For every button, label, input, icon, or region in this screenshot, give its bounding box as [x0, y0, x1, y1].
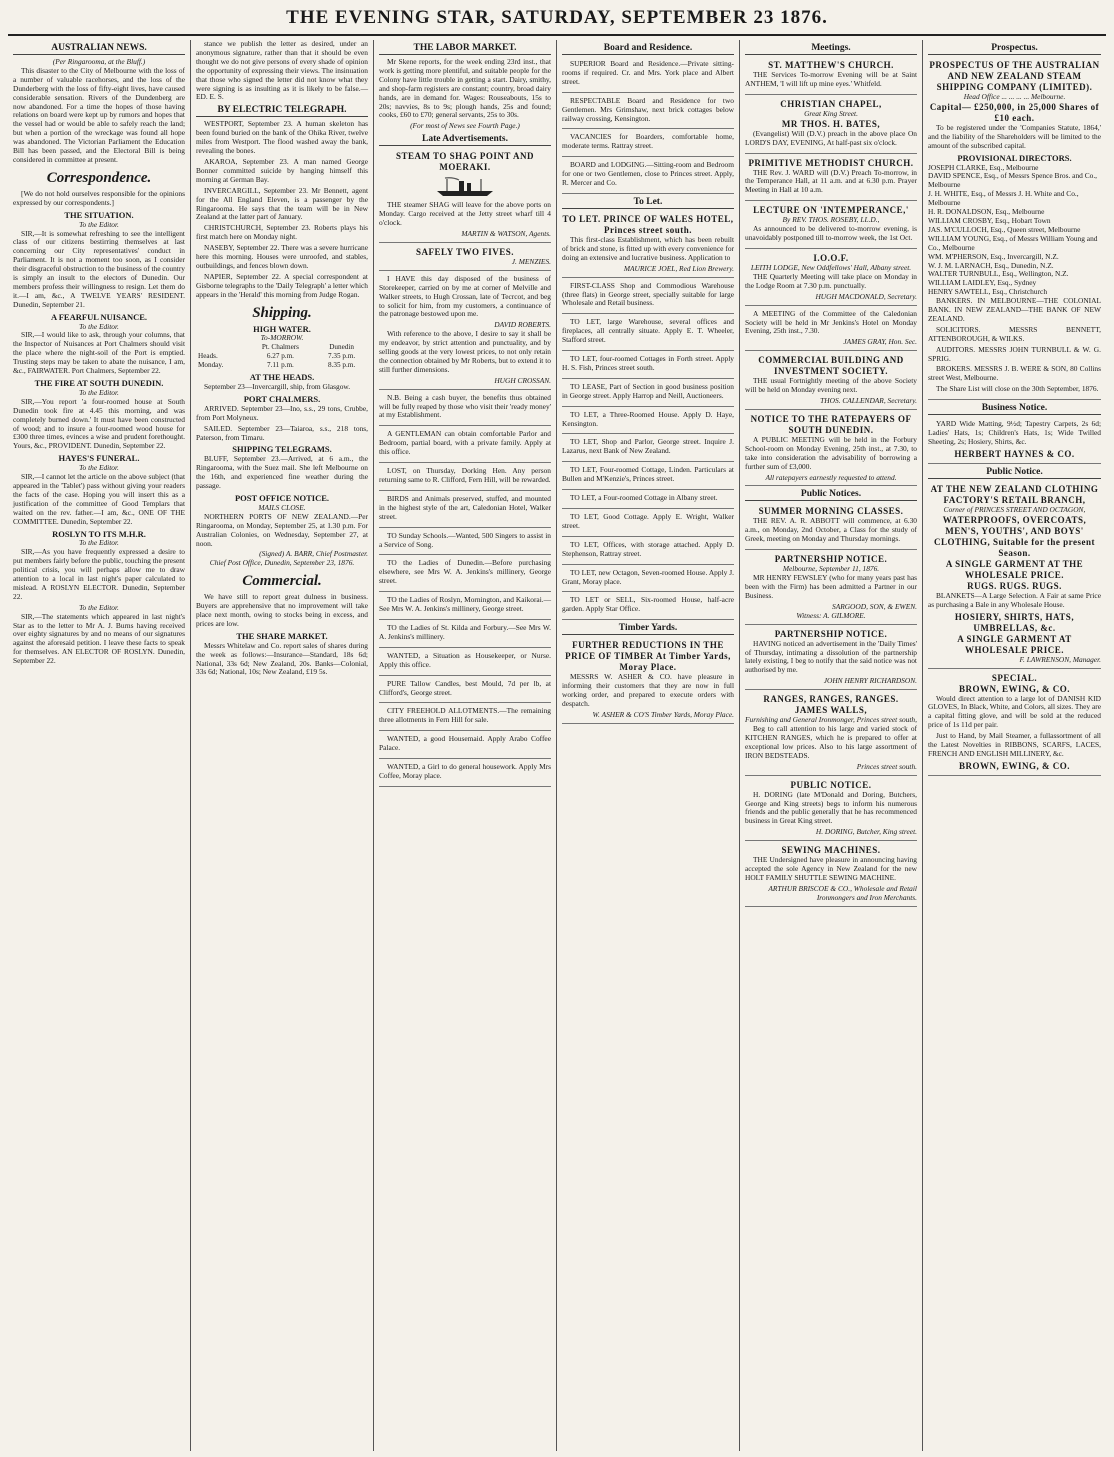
other-page-note: (For most of News see Fourth Page.)	[410, 121, 520, 131]
timber-ad-head: FURTHER REDUCTIONS IN THE PRICE OF TIMBER At Timber Yards, Moray Place.	[565, 640, 731, 673]
classified-ad	[379, 428, 551, 463]
classified-text: N.B. Being a cash buyer, the benefits thus obtained will be fully reaped by those who visit their 'ready money' at my Establishment.	[379, 392, 551, 420]
correspondence-title: Correspondence.	[46, 169, 152, 186]
prospectus-section-title: Prospectus.	[928, 42, 1101, 55]
table-cell: 7.35 p.m.	[328, 352, 356, 361]
table-header: Pt. Chalmers	[261, 343, 299, 352]
butcher-notice	[745, 778, 917, 842]
fire-to: To the Editor.	[79, 387, 119, 397]
special-sig: BROWN, EWING, & CO.	[958, 760, 1070, 771]
column-6	[923, 40, 1106, 1451]
table-row	[196, 352, 368, 361]
commercial-text: We have still to report great dulness in business. Buyers are apprehensive that no improvement will take place next month, owing to stocks being in excess, and prices are low.	[196, 592, 368, 628]
post-office-text: NORTHERN PORTS OF NEW ZEALAND.—Per Ringarooma, on Monday, September 25, at 1.30 p.m. For Australian Colonies, on Wednesday, September 27, at noon.	[196, 511, 368, 548]
telegraph-item: WESTPORT, September 23. A human skeleton has been found buried on the bank of the Ohika River, twelve miles from Westport. The flood washed away the bank, revealing the bones.	[196, 119, 368, 156]
director-item: JAS. M'CULLOCH, Esq., Queen street, Melbourne	[928, 224, 1081, 234]
to-let-ad	[562, 381, 734, 407]
columns	[8, 40, 1106, 1451]
prospectus-text: To be registered under the 'Companies Statute, 1864,' and the liability of the Shareholders will be limited to the amount of the subscribed capital.	[928, 122, 1101, 150]
clothing-sub: Corner of PRINCES STREET AND OCTAGON,	[943, 504, 1086, 514]
ranges-name: JAMES WALLS,	[794, 705, 868, 716]
clothing-sig: F. LAWRENSON, Manager.	[1019, 654, 1101, 664]
to-let-ad	[562, 353, 734, 379]
building-society-text: THE usual Fortnightly meeting of the above Society will be held on Monday evening next.	[745, 376, 917, 395]
roslyn-body: SIR,—As you have frequently expressed a desire to put members fairly before the public, touching the present political crisis, you will perhaps allow me to draw attention to a local in last night's paper calculated to mislead. A ROSLYN ELECTOR. Dunedin, September 22.	[13, 547, 185, 601]
ranges-title: RANGES, RANGES, RANGES.	[763, 694, 899, 705]
caledonian-notice	[745, 308, 917, 352]
chapel-notice-name: MR THOS. H. BATES,	[781, 118, 881, 129]
shipping-title: Shipping.	[252, 304, 312, 321]
safes-ad-sig: J. MENZIES.	[511, 256, 551, 266]
oddfellows-notice-sig: HUGH MACDONALD, Secretary.	[815, 291, 917, 301]
funeral-title: HAYES'S FUNERAL.	[58, 453, 140, 464]
clothing-line: BLANKETS—A Large Selection. A Fair at same Price as purchasing a Bale in any Wholesale House.	[928, 590, 1101, 609]
post-office-subtitle: MAILS CLOSE.	[258, 502, 306, 512]
methodist-notice-title: PRIMITIVE METHODIST CHURCH.	[748, 157, 914, 168]
drapery-text: YARD Wide Matting, 9½d; Tapestry Carpets, 2s 6d; Ladies' Hats, 1s; Children's Hats, 1s; Wide Twilled Sheeting, 2s; Hosiery, Shirts, &c.	[928, 419, 1101, 446]
table-header	[196, 343, 246, 352]
nuisance-title: A FEARFUL NUISANCE.	[50, 311, 148, 322]
column-4	[557, 40, 740, 1451]
lecture-notice-by: By REV. THOS. ROSEBY, LL.D.,	[782, 215, 880, 225]
post-office-title: POST OFFICE NOTICE.	[234, 492, 330, 503]
ratepayers-text: A PUBLIC MEETING will be held in the Forbury School-room on Monday Evening, 25th inst., at 7.30, to take into consideration the advisability of borrowing a further sum of £3,000.	[745, 434, 917, 471]
ratepayers-note: All ratepayers earnestly requested to attend.	[765, 472, 897, 482]
business-transfer-text2: With reference to the above, I desire to say it shall be my endeavor, by strict attention and punctuality, and by selling goods at the very lowest prices, to not only retain the connection obtained by Mr Roberts, but to extend it to still further dimensions.	[379, 329, 551, 374]
timber-ad	[562, 638, 734, 724]
lecture-notice-text: As announced to be delivered to-morrow evening, is unavoidably postponed till to-morrow week, the 1st Oct.	[745, 224, 917, 243]
chapel-notice-text: (Evangelist) Will (D.V.) preach in the above place On LORD'S DAY, EVENING, At half-past six o'clock.	[745, 128, 917, 147]
telegraph-item: CHRISTCHURCH, September 23. Roberts plays his first match here on Monday night.	[196, 223, 368, 242]
partnership2-notice	[745, 627, 917, 691]
director-item: WILLIAM LAIDLEY, Esq., Sydney	[928, 278, 1037, 288]
classified-ad	[379, 530, 551, 556]
column-2	[191, 40, 374, 1451]
oddfellows-notice	[745, 251, 917, 306]
director-item: W. J. M. LARNACH, Esq., Dunedin, N.Z.	[928, 260, 1054, 270]
prospectus-closing: The Share List will close on the 30th September, 1876.	[936, 384, 1099, 394]
classified-text: TO the Ladies of St. Kilda and Forbury.—See Mrs W. A. Jenkins's millinery.	[379, 622, 551, 641]
director-item: WALTER TURNBULL, Esq., Wellington, N.Z.	[928, 269, 1069, 279]
classified-ad	[379, 705, 551, 731]
director-item: HENRY SAWTELL, Esq., Christchurch	[928, 287, 1048, 297]
to-let-ad	[562, 492, 734, 509]
director-item: H. R. DONALDSON, Esq., Melbourne	[928, 207, 1045, 217]
building-society-title: COMMERCIAL BUILDING AND INVESTMENT SOCIETY.	[758, 355, 904, 377]
business-transfer-sig2: HUGH CROSSAN.	[494, 375, 551, 385]
post-office-date: Chief Post Office, Dunedin, September 23, 1876.	[209, 558, 355, 568]
director-item: DAVID SPENCE, Esq., of Messrs Spence Bros. and Co., Melbourne	[928, 171, 1098, 190]
board-ad	[562, 58, 734, 93]
labor-market-title: THE LABOR MARKET.	[379, 42, 551, 55]
clothing-line: HOSIERY, SHIRTS, HATS, UMBRELLAS, &c.	[954, 611, 1075, 633]
to-let-text: TO LET, a Four-roomed Cottage in Albany street.	[570, 493, 718, 503]
to-let-ad	[562, 511, 734, 537]
to-let-text: FIRST-CLASS Shop and Commodious Warehouse (three flats) in George street, specially suitable for large Wholesale and Retail business.	[562, 280, 734, 308]
shipping-telegrams-title: SHIPPING TELEGRAMS.	[232, 444, 332, 455]
heads-text: September 23—Invercargill, ship, from Glasgow.	[204, 382, 351, 391]
clothing-line: A SINGLE GARMENT AT WHOLESALE PRICE.	[957, 633, 1072, 655]
situation-to: To the Editor.	[79, 219, 119, 229]
to-let-text: TO LET, four-roomed Cottages in Forth street. Apply H. S. Fish, Princes street south.	[562, 354, 734, 372]
australian-news-body: This disaster to the City of Melbourne with the loss of a number of valuable racehorses, and the loss of the Dunderberg with the loss of fifty-eight lives, have caused considerable sensation. Rivers of the Dundenberg are now abandoned. For a time the hopes of those having relations on board were kept up by rumors and hopes that the vessel had or would be able to safely reach the land; but when a portion of the wreckage was found all hope was abandoned. The Victorian Parliament the Education Bill has been passed, and the Electoral Bill is being considered in committee at present.	[13, 65, 185, 164]
classified-text: PURE Tallow Candles, best Mould, 7d per lb, at Clifford's, George street.	[379, 678, 551, 697]
column-3	[374, 40, 557, 1451]
table-header: Dunedin	[329, 343, 354, 352]
to-let-ad	[562, 464, 734, 490]
late-ads-title: Late Advertisements.	[379, 133, 551, 146]
partnership-title: PARTNERSHIP NOTICE.	[774, 554, 888, 565]
butcher-sig: H. DORING, Butcher, King street.	[815, 827, 917, 837]
roslyn2-body: SIR,—The statements which appeared in last night's Star as to the letter to Mr A. J. Burns having received over eighty signatures by and no means of our signatures against the aforesaid petition. I leave these facts to speak for themselves. AN ELECTOR OF ROSLYN. Dunedin, September 22.	[13, 611, 185, 666]
board-ad	[562, 95, 734, 130]
table-cell: 6.27 p.m.	[266, 352, 294, 361]
summer-classes-title: SUMMER MORNING CLASSES.	[758, 506, 904, 517]
telegraph-item: AKAROA, September 23. A man named George Bonner committed suicide by hanging himself this morning at German Bay.	[196, 156, 368, 184]
summer-classes-text: THE REV. A. R. ABBOTT will commence, at 6.30 a.m., on Monday, 2nd October, a Class for the study of Greek, meeting on Monday and Thursday mornings.	[745, 516, 917, 544]
classified-text: WANTED, a Situation as Housekeeper, or Nurse. Apply this office.	[379, 650, 551, 669]
oddfellows-notice-title: I.O.O.F.	[813, 252, 849, 263]
high-water-title: HIGH WATER.	[253, 323, 311, 334]
classified-text: TO Sunday Schools.—Wanted, 500 Singers to assist in a Service of Song.	[379, 530, 551, 549]
labor-market-text: Mr Skene reports, for the week ending 23rd inst., that work is getting more plentiful, and suitable people for the Colony have little trouble in getting a start. Dairy, smithy, and shop-farm registers are constant; country, broad dairy hands, are in demand for. Wages: Rouseabouts, 15s to 20s; navvies, 8s to 9s; plough hands, 25s and found; cooks, £60 to £70; general servants, 25s to 30s.	[379, 57, 551, 120]
director-item: J. H. WHITE, Esq., of Messrs J. H. White and Co., Melbourne	[928, 189, 1079, 208]
port-title: PORT CHALMERS.	[243, 393, 321, 404]
directors-title: PROVISIONAL DIRECTORS.	[957, 152, 1072, 163]
summer-classes-notice	[745, 504, 917, 550]
fire-title: THE FIRE AT SOUTH DUNEDIN.	[34, 378, 164, 388]
classified-ad	[379, 594, 551, 620]
to-let-text: TO LET, large Warehouse, several offices and fireplaces, all centrally situate. Apply E. T. Wheeler, Stafford street.	[562, 317, 734, 345]
business-transfer-sig: DAVID ROBERTS.	[494, 320, 551, 330]
classified-ad	[379, 761, 551, 787]
business-notice-title: Business Notice.	[928, 402, 1101, 415]
share-market-text: Messrs Whitelaw and Co. report sales of shares during the week as follows:—Insurance—Standard, 18s 6d; National, 33s 6d; New Zealand, 20s. Banks—Colonial, 33s 6d; National, 10s; New Zealand, £19 5s.	[196, 640, 368, 677]
clothing-items: WATERPROOFS, OVERCOATS, MEN'S, YOUTHS', AND BOYS' CLOTHING, Suitable for the present Season.	[934, 514, 1095, 558]
australian-news-byline: (Per Ringarooma, at the Bluff.)	[52, 57, 146, 66]
sewing-ad	[745, 843, 917, 907]
telegraph-item: NAPIER, September 22. A special correspondent at Gisborne telegraphs to the 'Daily Telegraph' a letter which appears in the 'Herald' this morning from Judge Rogan.	[196, 271, 368, 299]
board-ad	[562, 131, 734, 157]
special-name: BROWN, EWING, & CO.	[958, 683, 1070, 694]
tomorrow-label: To-MORROW.	[260, 333, 304, 343]
australian-news-title: AUSTRALIAN NEWS.	[13, 42, 185, 55]
prospectus-head: PROSPECTUS OF THE AUSTRALIAN AND NEW ZEALAND STEAM SHIPPING COMPANY (LIMITED).	[929, 60, 1100, 92]
drapery-ad	[928, 418, 1101, 464]
to-let-text: TO LET or SELL, Six-roomed House, half-acre garden. Apply Star Office.	[562, 595, 734, 614]
church-notice	[745, 58, 917, 95]
classified-ad	[379, 622, 551, 648]
sailed-text: SAILED. September 23—Taiaroa, s.s., 218 tons, Paterson, from Timaru.	[196, 423, 368, 442]
classified-text: WANTED, a Girl to do general housework. Apply Mrs Coffee, Moray place.	[379, 762, 551, 780]
to-let-ad	[562, 594, 734, 620]
hotel-ad-title: TO LET. PRINCE OF WALES HOTEL, Princes street south.	[562, 213, 734, 235]
classified-text: WANTED, a good Housemaid. Apply Arabo Coffee Palace.	[379, 734, 551, 753]
director-item: WILLIAM YOUNG, Esq., of Messrs William Young and Co., Melbourne	[928, 233, 1098, 252]
partnership-text: MR HENRY FEWSLEY (who for many years past has been with the Firm) has been admitted a Partner in our Business.	[745, 573, 917, 600]
share-market-title: THE SHARE MARKET.	[236, 630, 328, 641]
to-let-text: TO LET, Shop and Parlor, George street. Inquire J. Lazarus, next Bank of New Zealand.	[562, 437, 734, 456]
to-let-ad	[562, 280, 734, 315]
prospectus-brokers: BROKERS. MESSRS J. B. WERE & SON, 80 Collins street West, Melbourne.	[928, 364, 1101, 383]
arrived-text: ARRIVED. September 23—Ino, s.s., 29 tons, Crubbe, from Port Molyneux.	[196, 403, 368, 422]
to-let-ad	[562, 539, 734, 565]
ratepayers-notice	[745, 412, 917, 487]
caledonian-notice-sig: JAMES GRAY, Hon. Sec.	[843, 337, 917, 347]
to-let-text: TO LET, Good Cottage. Apply E. Wright, Walker street.	[562, 512, 734, 530]
director-item: JOSEPH CLARKE, Esq., Melbourne	[928, 162, 1039, 172]
safes-ad-title: SAFELY TWO FIVES.	[416, 246, 514, 257]
roslyn-title: ROSLYN TO ITS M.H.R.	[52, 528, 146, 539]
oddfellows-notice-text: THE Quarterly Meeting will take place on Monday in the Lodge Room at 7.30 p.m. punctually.	[745, 271, 917, 290]
steamer-ad-title: STEAM TO SHAG POINT AND MOERAKI.	[395, 151, 535, 173]
steamer-ad	[379, 149, 551, 243]
ranges-ad	[745, 692, 917, 775]
post-office-sig: (Signed) A. BARR, Chief Postmaster.	[259, 549, 368, 559]
timber-ad-text: MESSRS W. ASHER & CO. have pleasure in informing their customers that they are now in full working order, and prepared to execute orders with despatch.	[562, 672, 734, 708]
high-water-table	[196, 343, 368, 370]
nuisance-to: To the Editor.	[79, 321, 119, 331]
classified-text: TO the Ladies of Dunedin.—Before purchasing elsewhere, see Mrs W. A. Jenkins's millinery, George street.	[379, 558, 551, 586]
column-1	[8, 40, 191, 1451]
caledonian-notice-text: A MEETING of the Committee of the Caledonian Society will be held in Mr Jenkins's Hotel on Monday Evening, 25th inst., 7.30.	[745, 308, 917, 336]
director-item: WM. M'PHERSON, Esq., Invercargill, N.Z.	[928, 251, 1059, 261]
partnership-notice	[745, 552, 917, 624]
telegraph-item: NASEBY, September 22. There was a severe hurricane here this morning. Houses were unroofed, and stables, outbuildings, and fences blown down.	[196, 243, 368, 270]
commercial-title: Commercial.	[242, 573, 322, 590]
column-5	[740, 40, 923, 1451]
to-let-text: TO LET, a Three-Roomed House. Apply D. Haye, Kensington.	[562, 409, 734, 428]
public-notices-title: Public Notices.	[745, 488, 917, 501]
prospectus-capital: Capital— £250,000, in 25,000 Shares of £10 each.	[929, 101, 1100, 123]
ranges-text: Beg to call attention to his large and varied stock of KITCHEN RANGES, which he is prepared to offer at exceptional low prices. Also to his large assortment of IRON BEDSTEADS.	[745, 724, 917, 760]
board-ad	[562, 159, 734, 194]
steamship-icon	[433, 176, 497, 198]
church-notice-text: THE Services To-morrow Evening will be at Saint ANTHEM, 'I will lift up mine eyes.' Whitfeld.	[745, 70, 917, 88]
chapel-notice	[745, 97, 917, 154]
to-let-ad	[562, 436, 734, 462]
fire-body: SIR,—You report 'a four-roomed house at South Dunedin took fire at 4.45 this morning, and was completely burned down.' It must have been constructed of wood; and to insure a four-roomed wood house for £300 three times, evinces a wise and prudent forethought. Yours, &c., PROVIDENT. Dunedin, September 22.	[13, 396, 185, 451]
to-let-text: TO LET, Offices, with storage attached. Apply D. Stephenson, Rattray street.	[562, 539, 734, 558]
letter-continuation: stance we publish the letter as desired, under an anonymous signature, rather than that it should be even thought we do not give persons of every shade of opinion the opportunity of expressing their views. The insinuation that those who signed the letter did not know what they were signing is as insulting as it is likely to be false.—ED. E. S.	[196, 40, 368, 102]
business-transfer-text: I HAVE this day disposed of the business of Storekeeper, carried on by me at corner of Melville and Walker streets, to Hugh Crossan, late of Tecrcot, and beg to solicit for him, from my customers, a continuance of the patronage bestowed upon me.	[379, 273, 551, 319]
building-society-sig: THOS. CALLENDAR, Secretary.	[820, 396, 917, 406]
heads-title: AT THE HEADS.	[249, 372, 315, 383]
clothing-ad	[928, 482, 1101, 669]
classified-ad	[379, 678, 551, 704]
lecture-notice-title: LECTURE ON 'INTEMPERANCE,'	[753, 205, 909, 216]
board-ad-text: RESPECTABLE Board and Residence for two Gentlemen. Mrs Grimshaw, next brick cottages below railway crossing, Kensington.	[562, 95, 734, 123]
shipping-telegrams-text: BLUFF, September 23.—Arrived, at 6 a.m., the Ringarooma, with the Suez mail. She left Melbourne on the 16th, and experienced fine weather during the passage.	[196, 454, 368, 491]
classified-ad	[379, 557, 551, 592]
partnership2-title: PARTNERSHIP NOTICE.	[774, 628, 888, 639]
methodist-notice-text: THE Rev. J. WARD will (D.V.) Preach To-morrow, in the Temperance Hall, at 11 a.m. and at 6.30 p.m. Prayer Meeting in Hall at 10 a.m.	[745, 167, 917, 195]
butcher-title: PUBLIC NOTICE.	[790, 779, 872, 790]
classified-ad	[379, 465, 551, 491]
ranges-sig: Princes street south.	[856, 761, 917, 771]
church-notice-title: ST. MATTHEW'S CHURCH.	[768, 60, 894, 70]
steamer-ad-text: THE steamer SHAG will leave for the above ports on Monday. Cargo received at the Jetty street wharf till 4 o'clock.	[379, 200, 551, 228]
situation-title: THE SITUATION.	[64, 209, 134, 220]
to-let-title: To Let.	[562, 196, 734, 209]
table-row	[196, 361, 368, 370]
classified-ad	[379, 650, 551, 676]
partnership-date: Melbourne, September 11, 1876.	[782, 564, 880, 574]
steamer-ad-sig: MARTIN & WATSON, Agents.	[461, 228, 551, 238]
board-ad-text: SUPERIOR Board and Residence.—Private sitting-rooms if required. Cr. and Mrs. York place and Albert street.	[562, 59, 734, 86]
classified-ad	[379, 493, 551, 528]
prospectus-office: Head Office ... ... ... ... Melbourne.	[963, 92, 1066, 101]
roslyn2-to: To the Editor.	[79, 602, 119, 612]
classified-ad	[379, 392, 551, 427]
chapel-notice-sub: Great King Street.	[804, 108, 858, 118]
chapel-notice-title: CHRISTIAN CHAPEL,	[780, 98, 882, 109]
butcher-text: H. DORING (late M'Donald and Doring, Butchers, George and King streets) begs to inform his numerous friends and the public generally that he has recommenced business in Great King street.	[745, 789, 917, 826]
prospectus-auditors: AUDITORS. MESSRS JOHN TURNBULL & W. G. SPRIG.	[928, 344, 1101, 363]
correspondence-note: [We do not hold ourselves responsible for the opinions expressed by our correspondents.]	[13, 188, 185, 207]
safes-ad	[379, 245, 551, 271]
partnership-witness: Witness: A. GILMORE.	[796, 610, 866, 620]
board-ad-text: VACANCIES for Boarders, comfortable home, moderate terms. Rattray street.	[562, 132, 734, 151]
to-let-ad	[562, 316, 734, 351]
public-notice-title: Public Notice.	[928, 466, 1101, 479]
special-line: Just to Hand, by Mail Steamer, a fullassortment of all the Latest Novelties in RIBBONS, SCARFS, LACES, FRENCH AND ENGLISH MILLINERY, &c.	[928, 731, 1101, 758]
nuisance-body: SIR,—I would like to ask, through your columns, that the Inspector of Nuisances at Port Chalmers should visit the place where the night-soil of the Port is emptied. Trusting steps may be taken to abate the nuisance, I am, &c., FAIRWATER. Port Chalmers, September 22.	[13, 330, 185, 376]
hotel-ad	[562, 212, 734, 278]
to-let-ad	[562, 409, 734, 435]
to-let-text: TO LET, new Octagon, Seven-roomed House. Apply J. Grant, Moray place.	[562, 567, 734, 586]
classified-text: CITY FREEHOLD ALLOTMENTS.—The remaining three allotments in Fern Hill for sale.	[379, 706, 551, 725]
special-title: SPECIAL.	[991, 672, 1038, 683]
clothing-line: RUGS. RUGS. RUGS.	[967, 580, 1062, 591]
special-text: Would direct attention to a large lot of DANISH KID GLOVES, In Black, White, and Colors, all sizes. They are a capital fitting glove, and will be sold at the reduced price of 1s 11d per pair.	[928, 693, 1101, 730]
special-ad	[928, 671, 1101, 776]
sewing-sig: ARTHUR BRISCOE & CO., Wholesale and Retail Ironmongers and Iron Merchants.	[768, 883, 917, 902]
roslyn-to: To the Editor.	[79, 538, 119, 548]
clothing-title: AT THE NEW ZEALAND CLOTHING FACTORY'S RETAIL BRANCH,	[930, 483, 1099, 505]
partnership2-text: HAVING noticed an advertisement in the 'Daily Times' of Thursday, intimating a dissolution of the partnership lately existing, I beg to notify that the said notice was not authorised by me.	[745, 638, 917, 675]
methodist-notice	[745, 156, 917, 202]
classified-ad	[379, 733, 551, 759]
masthead: THE EVENING STAR, SATURDAY, SEPTEMBER 23 1876.	[8, 6, 1106, 36]
prospectus-bankers: BANKERS. IN MELBOURNE—THE COLONIAL BANK. IN NEW ZEALAND—THE BANK OF NEW ZEALAND.	[928, 296, 1101, 323]
clothing-line: A SINGLE GARMENT AT THE WHOLESALE PRICE.	[945, 558, 1084, 580]
building-society-notice	[745, 353, 917, 410]
classified-text: BIRDS and Animals preserved, stuffed, and mounted in the highest style of the art, Caledonian Hotel, Walker street.	[379, 493, 551, 521]
telegraph-title: BY ELECTRIC TELEGRAPH.	[196, 104, 368, 117]
partnership-sig: SARGOOD, SON, & EWEN.	[832, 601, 917, 611]
prospectus-ad	[928, 58, 1101, 400]
classified-text: TO the Ladies of Roslyn, Mornington, and Kaikorai.—See Mrs W. A. Jenkins's millinery, George street.	[379, 595, 551, 614]
classified-text: A GENTLEMAN can obtain comfortable Parlor and Bedroom, partial board, with a private family. Apply at this office.	[379, 429, 551, 457]
funeral-to: To the Editor.	[79, 463, 119, 473]
timber-yards-title: Timber Yards.	[562, 622, 734, 635]
partnership2-sig: JOHN HENRY RICHARDSON.	[823, 676, 917, 686]
timber-ad-sig: W. ASHER & CO'S Timber Yards, Moray Place.	[592, 709, 734, 719]
to-let-ad	[562, 567, 734, 593]
table-cell: 8.35 p.m.	[328, 361, 356, 370]
oddfellows-notice-sub: LEITH LODGE, New Oddfellows' Hall, Albany street.	[750, 262, 912, 272]
to-let-text: TO LET, Four-roomed Cottage, Linden. Particulars at Bullen and M'Kenzie's, Princes street.	[562, 465, 734, 484]
telegraph-item: INVERCARGILL, September 23. Mr Bennett, agent for the All England Eleven, is a passenger by the Ringarooma. He says that the team will be in New Zealand at the latter part of January.	[196, 185, 368, 222]
to-let-text: TO LEASE, Part of Section in good business position in George street. Apply Harrop and Neill, Auctioneers.	[562, 381, 734, 400]
board-ad-text: BOARD and LODGING.—Sitting-room and Bedroom for one or two Gentlemen, close to Princes street. Apply, R. Mercer and Co.	[562, 160, 734, 188]
classified-text: LOST, on Thursday, Dorking Hen. Any person returning same to R. Clifford, Fern Hill, will be rewarded.	[379, 466, 551, 484]
sewing-text: THE Undersigned have pleasure in announcing having accepted the sole Agency in New Zealand for the new HOLT FAMILY SHUTTLE SEWING MACHINE.	[745, 855, 917, 882]
meetings-title: Meetings.	[745, 42, 917, 55]
table-cell: Heads.	[198, 352, 218, 361]
table-cell: Monday.	[198, 361, 224, 370]
sewing-title: SEWING MACHINES.	[781, 845, 881, 856]
lecture-notice	[745, 203, 917, 249]
ranges-sub: Furnishing and General Ironmonger, Princes street south,	[745, 715, 917, 725]
funeral-body: SIR,—I cannot let the article on the above subject (that appeared in the 'Tablet') pass without giving your readers the facts of the case. Hoping you will insert this as a justification of the committee of Good Templars that waited on the rev. father.—I am, &c., ONE OF THE COMMITTEE. Dunedin, September 22.	[13, 472, 185, 526]
ratepayers-title: NOTICE TO THE RATEPAYERS OF SOUTH DUNEDIN.	[750, 413, 912, 435]
hotel-ad-text: This first-class Establishment, which has been rebuilt of brick and stone, is fitted up with every convenience for doing an extensive and lucrative business. Application to	[562, 234, 734, 262]
board-residence-title: Board and Residence.	[562, 42, 734, 55]
business-transfer-ad	[379, 273, 551, 390]
situation-body: SIR,—It is somewhat refreshing to see the intelligent class of our citizens bestirring themselves at last concerning our City representatives' conduct in Parliament. It is not a moment too soon, as I consider their disgraceful obstruction to the business of the country is simply an insult to the electors of Dunedin. Our members profess their willingness to resign. Let them do it.—I am, &c., A TWELVE YEARS' RESIDENT. Dunedin, September 21.	[13, 228, 185, 309]
drapery-sig: HERBERT HAYNES & CO.	[954, 448, 1075, 459]
director-item: WILLIAM CROSBY, Esq., Hobart Town	[928, 215, 1051, 225]
hotel-ad-sig: MAURICE JOEL, Red Lion Brewery.	[623, 263, 734, 273]
prospectus-solicitors: SOLICITORS. MESSRS BENNETT, ATTENBOROUGH, & WILKS.	[928, 324, 1101, 343]
table-cell: 7.11 p.m.	[266, 361, 294, 370]
